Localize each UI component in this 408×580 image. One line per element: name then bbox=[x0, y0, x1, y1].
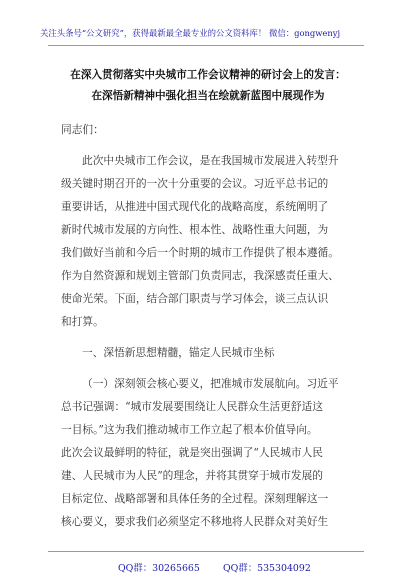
paragraph-line: 目标定位、战略部署和具体任务的全过程。深刻理解这一 bbox=[61, 492, 329, 505]
paragraph-line: 我们做好当前和今后一个时期的城市工作提供了根本遵循。 bbox=[61, 246, 339, 259]
paragraph-line: 新时代城市发展的方向性、根本性、战略性重大问题，为 bbox=[61, 223, 329, 236]
paragraph-line: （一）深刻领会核心要义，把准城市发展航向。习近平 bbox=[82, 377, 339, 390]
document-title-line-1: 在深入贯彻落实中央城市工作会议精神的研讨会上的发言： bbox=[70, 69, 346, 81]
footer-qq-group-2: QQ群：535304092 bbox=[223, 563, 311, 574]
footer-qq-group-1: QQ群：30265665 bbox=[118, 563, 200, 574]
paragraph-line: 级关键时期召开的一次十分重要的会议。习近平总书记的 bbox=[61, 177, 329, 190]
paragraph-line: 和打算。 bbox=[61, 315, 104, 328]
salutation: 同志们： bbox=[61, 123, 104, 136]
paragraph-line: 此次会议最鲜明的特征，就是突出强调了“人民城市人民 bbox=[61, 446, 323, 459]
paragraph-line: 重要讲话，从推进中国式现代化的战略高度，系统阐明了 bbox=[61, 200, 329, 213]
paragraph-line: 使命光荣。下面，结合部门职责与学习体会，谈三点认识 bbox=[61, 292, 329, 305]
paragraph-line: 此次中央城市工作会议，是在我国城市发展进入转型升 bbox=[82, 154, 339, 167]
header-divider bbox=[48, 45, 364, 46]
footer-divider bbox=[48, 551, 364, 552]
paragraph-line: 建、人民城市为人民”的理念，并将其贯穿于城市发展的 bbox=[61, 469, 323, 482]
paragraph-line: 总书记强调：“城市发展要围绕让人民群众生活更舒适这 bbox=[61, 400, 323, 413]
header-banner: 关注头条号“公文研究”，获得最新最全最专业的公文资料库！ 微信：gongwenyj bbox=[40, 28, 341, 38]
paragraph-line: 核心要义，要求我们必须坚定不移地将人民群众对美好生 bbox=[61, 515, 329, 528]
document-title-line-2: 在深悟新精神中强化担当在绘就新蓝图中展现作为 bbox=[91, 90, 325, 102]
paragraph-line: 一目标。”这为我们推动城市工作立起了根本价值导向。 bbox=[61, 423, 318, 436]
section-heading: 一、深悟新思想精髓，锚定人民城市坐标 bbox=[82, 346, 275, 359]
paragraph-line: 作为自然资源和规划主管部门负责同志，我深感责任重大、 bbox=[61, 269, 339, 282]
